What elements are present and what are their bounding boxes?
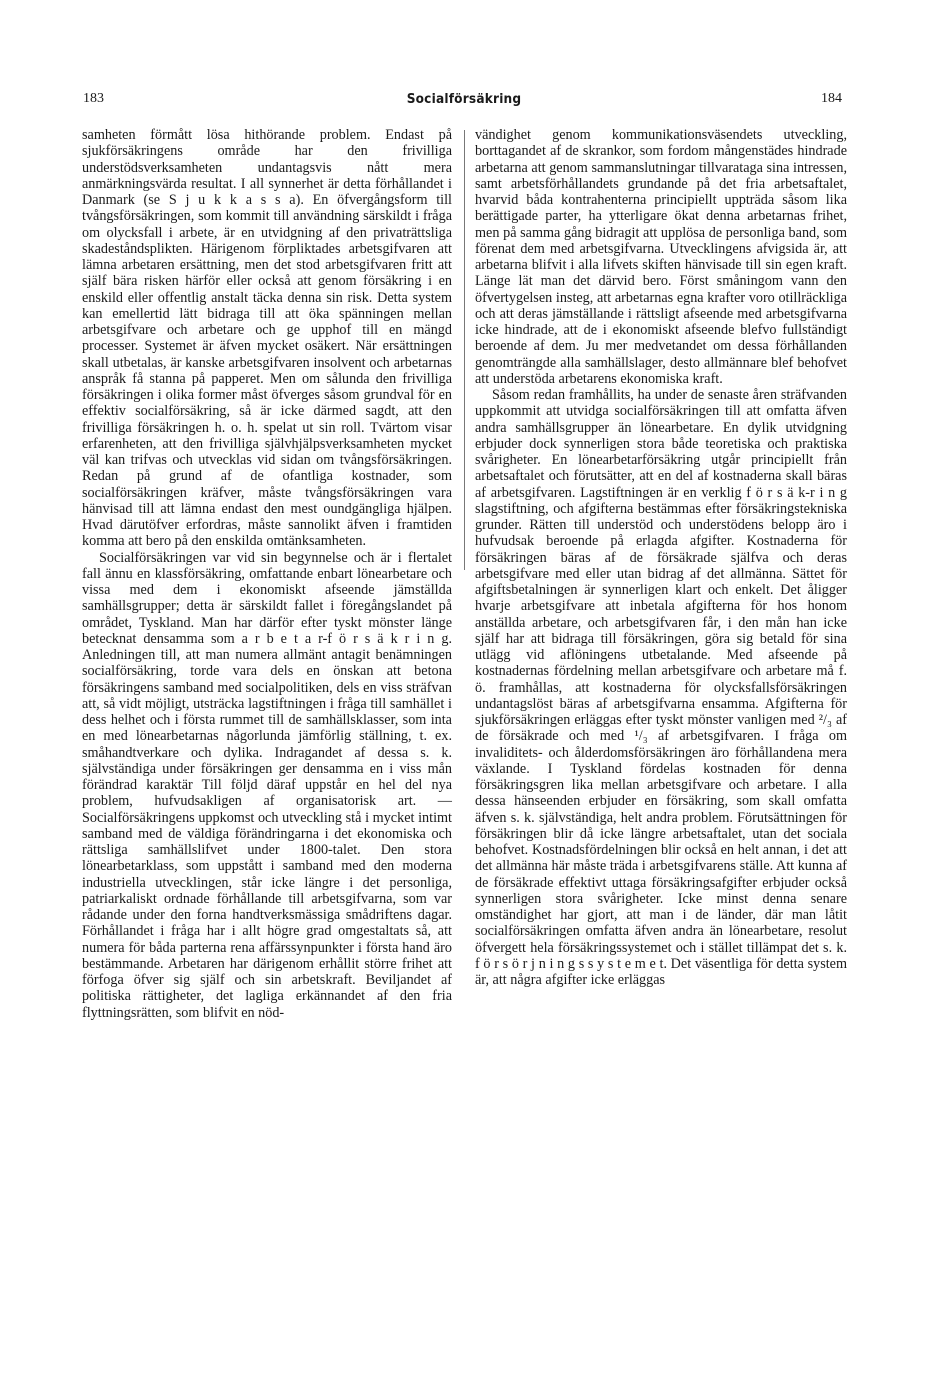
page-number-left: 183	[83, 91, 104, 106]
right-paragraph-1: vändighet genom kommunikationsväsendets utveckling, borttagandet af de skrankor, som fordom mångenstädes hindrade arbetarna att genom sammanslutningar tillvarataga sina intressen, samt arbetsförhållandets grundande på det fria arbetsaftalet, hvarvid båda kontrahenterna principiellt uppträda såsom lika berättigade parter, ha ytterligare ökat denna arbetarnas frihet, men på samma gång bidragit att upplösa de personliga band, som förenat dem med arbetsgifvarna. Utvecklingens afvigsida är, att arbetarna blifvit i alla lifvets skiften hänvisade till sin egen kraft. Länge lät man det därvid bero. Först småningom vann den öfvertygelsen insteg, att arbetarnas egna krafter voro otillräckliga och att deras jämställande i rättsligt afseende med arbetsgifvarna icke hindrade, att de i ekonomiskt afseende blefvo fullständigt beroende af dem. Ju mer medvetandet om dessa förhållanden genomträngde alla samhällslager, desto allmännare blef behofvet att understöda arbetarens ekonomiska kraft.	[475, 127, 847, 387]
right-paragraph-2: Såsom redan framhållits, ha under de senaste åren sträfvanden uppkommit att utvidga socialförsäkringen till att omfatta äfven andra samhällsgrupper än lönearbetare. En dylik utvidgning erbjuder dock synnerligen stora både teoretiska och praktiska svårigheter. En lönearbetarförsäkring utgår principiellt från arbetsaftalet och förutsätter, att en del af kostnaderna skall bäras af arbetsgifvaren. Lagstiftningen är en verklig f ö r s ä k-r i n g slagstiftning, och afgifterna bestämmas efter försäkringstekniska grunder. Rätten till understöd och understödens belopp äro i hufvudsak beroende på erlagda afgifter. Kostnaderna för försäkringen bäras af de försäkrade själfva och deras arbetsgifvare med eller utan bidrag af det allmänna. Sättet för afgiftsbetalningen är synnerligen klart och enkelt. Det åligger hvarje arbetsgifvare att inbetala afgifterna för hos honom anställda arbetare, och arbetsgifvaren får, i den mån han icke själf har att bidraga till försäkringen, göra sig betald för sina utlägg vid aflöningens utbetalande. Med afseende på kostnadernas fördelning mellan arbetsgifvare och arbetare må f. ö. framhållas, att kostnaderna för olycksfallsförsäkringen undantagslöst bäras af arbetsgifvarna ensamma. Afgifterna för sjukförsäkringen erläggas efter tyskt mönster vanligen med ²/₃ af de försäkrade och med ¹/₃ af arbetsgifvaren. I fråga om invaliditets- och ålderdomsförsäkringen äro förhållandena mera växlande. I Tyskland fördelas kostnaden för denna försäkringsgren lika mellan arbetsgifvare och arbetare. I alla dessa hänseenden erbjuder en försäkring, som skall omfatta äfven s. k. självständiga, helt andra problem. Förutsättningen för försäkringen blir då icke längre arbetsaftalet, utan det sociala behofvet. Kostnadsfördelningen blir också en helt annan, i det att det allmänna här måste träda i arbetsgifvarens ställe. Att kunna af de försäkrade effektivt uttaga försäkringsafgifter erbjuder också synnerligen stora svårigheter. Icke minst denna senare omständighet har gjort, att man i de länder, där man låtit socialförsäkringen omfatta äfven andra än lönearbetare, resolut öfvergett hela försäkringssystemet och i stället tillämpat det s. k. f ö r s ö r j n i n g s s y s t e m e t. Det väsentliga för detta system är, att några afgifter icke erläggas	[475, 387, 847, 988]
column-divider	[464, 130, 465, 570]
left-paragraph-2: Socialförsäkringen var vid sin begynnelse och är i flertalet fall ännu en klassförsäkring, omfattande enbart lönearbetare och vissa med dem i ekonomiskt afseende jämställda samhällsgrupper; detta är särskildt fallet i föregångslandet på området, Tyskland. Man har därför efter tyskt mönster länge betecknat densamma som a r b e t a r-f ö r s ä k r i n g. Anledningen till, att man numera allmänt antagit benämningen socialförsäkring, torde vara dels en önskan att betona försäkringens samband med socialpolitiken, dels en viss sträfvan att, så vidt möjligt, utsträcka lagstiftningen i fråga till samhället i dess helhet och i första rummet till de samhällsklasser, som inta en med lönearbetarnas någorlunda jämförlig ställning, t. ex. småhandtverkare och dylika. Indragandet af dessa s. k. självständiga under försäkringen ger densamma en i viss mån förändrad karaktär Till följd däraf uppstår en hel del nya problem, hufvudsakligen af organisatorisk art. — Socialförsäkringens uppkomst och utveckling stå i mycket intimt samband med de väldiga förändringarna i det ekonomiska och rättsliga samhällslifvet under 1800-talet. Den stora lönearbetarklass, som uppstått i samband med den moderna industriella utvecklingen, står icke längre i det personliga, patriarkaliskt ordnade förhållande till arbetsgifvarna, som var rådande under den forna handtverksmässiga smådriftens dagar. Förhållandet i fråga har i allt högre grad omgestaltats så, att numera för båda parterna rena affärssynpunkter i första hand äro bestämmande. Arbetaren har därigenom erhållit större frihet att förfoga öfver sig själf och sin arbetskraft. Beviljandet af politiska rättigheter, det lagliga erkännandet af den fria flyttningsrätten, som blifvit en nöd-	[82, 549, 452, 1021]
right-column	[475, 127, 847, 988]
left-column	[82, 127, 452, 1021]
page-number-right: 184	[821, 91, 842, 106]
page-header	[0, 91, 928, 113]
running-title: Socialförsäkring	[406, 91, 522, 107]
left-paragraph-1: samheten förmått lösa hithörande problem. Endast på sjukförsäkringens område har den frivilliga understödsverksamheten undantagsvis nått mera anmärkningsvärda resultat. I all synnerhet är detta förhållandet i Danmark (se S j u k k a s s a). En öfvergångsform till tvångsförsäkringen, som kommit till användning särskildt i fråga om olycksfall i arbete, är en utvidgning af den privaträttsliga skadeståndsplikten. Härigenom förpliktades arbetsgifvaren att lämna arbetaren ersättning, men det stod arbetsgifvaren fritt att själf bära risken härför eller också att genom försäkring i en enskild eller offentlig anstalt täcka denna sin risk. Detta system kan emellertid lätt bidraga till att öka spänningen mellan arbetsgifvare och arbetare och ge upphof till en mängd processer. Systemet är äfven mycket osäkert. När ersättningen skall utbetalas, är kanske arbetsgifvaren insolvent och arbetarnas anspråk få stanna på papperet. Men om sålunda den frivilliga försäkringen i olika former måst öfverges såsom grundval för en effektiv socialförsäkring, så är icke därmed sagdt, att den frivilliga försäkringen h. o. h. spelat ut sin roll. Tvärtom visar erfarenheten, att den frivilliga självhjälpsverksamheten mycket väl kan trifvas och utvecklas vid sidan om tvångsförsäkringen. Redan på grund af de ofantliga kostnader, som socialförsäkringen kräfver, måste tvångsförsäkringen vara hänvisad till att lämna endast den mest oundgängliga hjälpen. Hvad därutöfver erfordras, måste sannolikt äfven i framtiden komma att bero på den enskilda omtänksamheten.	[82, 127, 452, 550]
